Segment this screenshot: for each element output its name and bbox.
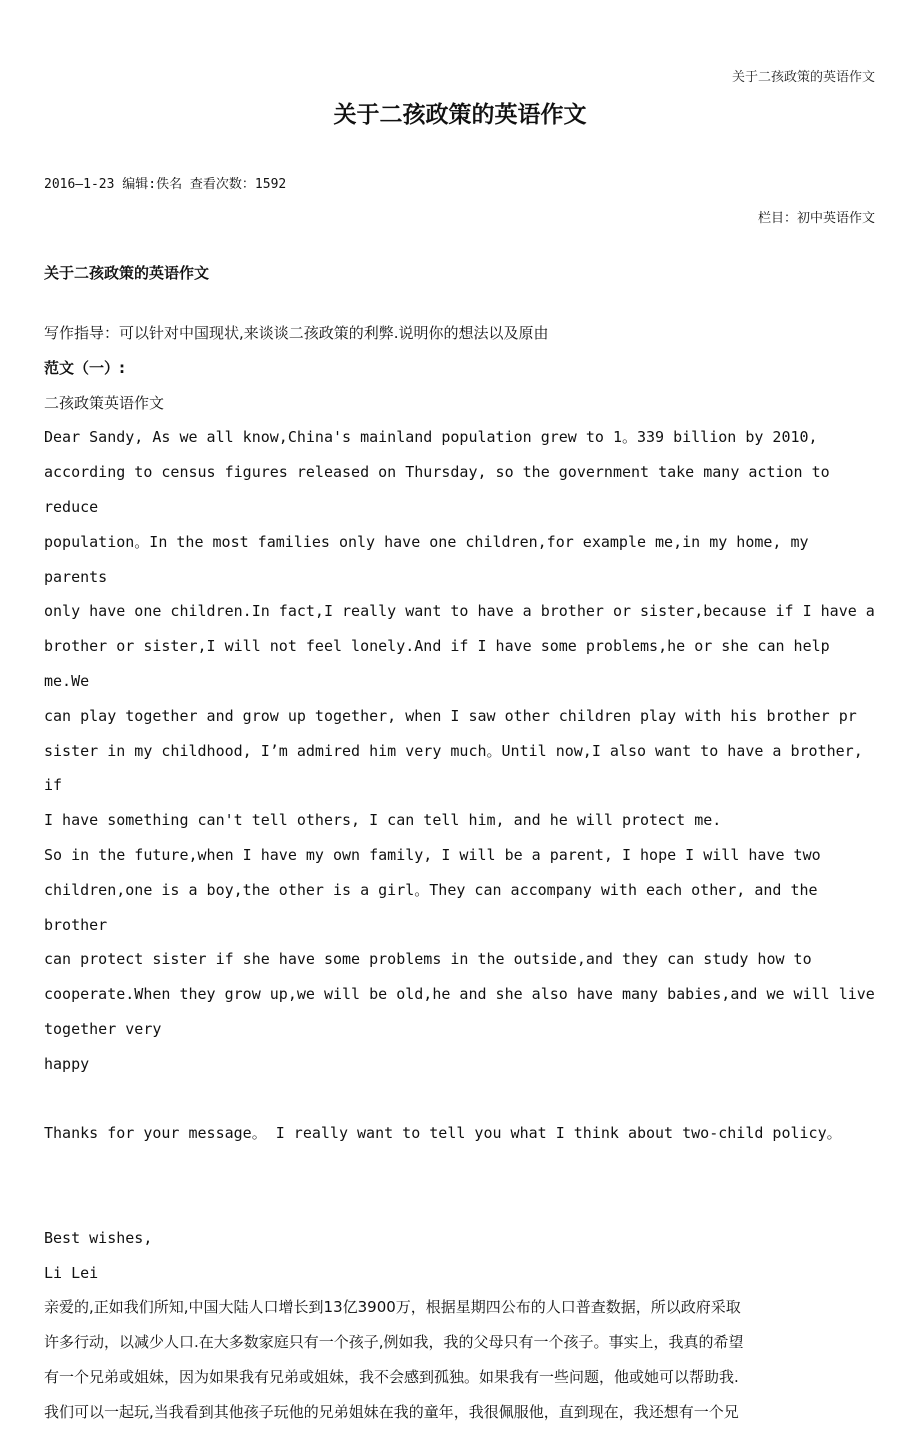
text-line: together very <box>44 1019 162 1038</box>
page-title: 关于二孩政策的英语作文 <box>333 102 587 128</box>
text-line: 亲爱的,正如我们所知,中国大陆人口增长到13亿3900万，根据星期四公布的人口普查数据，所以政府采取 <box>44 1298 741 1317</box>
article-body <box>44 316 880 1430</box>
text-line: children,one is a boy,the other is a girl。They can accompany with each other, and the brother <box>44 880 818 934</box>
paragraph-one <box>44 420 880 838</box>
running-header: 关于二孩政策的英语作文 <box>731 70 875 85</box>
text-line: sister in my childhood, I’m admired him very much。Until now,I also want to have a brother, if <box>44 741 863 795</box>
column-category: 栏目：初中英语作文 <box>757 211 875 226</box>
text-line: only have one children.In fact,I really want to have a brother or sister,because if I have a <box>44 602 875 621</box>
closing-line: Best wishes, <box>44 1228 153 1247</box>
blank-line <box>44 1186 880 1221</box>
text-line: can play together and grow up together, when I saw other children play with his brother pr <box>44 706 857 725</box>
text-line: according to census figures released on Thursday, so the government take many action to reduce <box>44 463 830 516</box>
article-subtitle: 关于二孩政策的英语作文 <box>44 264 210 282</box>
essay-title: 二孩政策英语作文 <box>44 393 165 412</box>
text-line: can protect sister if she have some problems in the outside,and they can study how to <box>44 950 812 969</box>
signature: Li Lei <box>44 1263 99 1282</box>
article-meta: 2016—1-23 编辑:佚名 查看次数：1592 <box>44 177 287 192</box>
text-line: population。In the most families only have one children,for example me,in my home, my parents <box>44 532 809 586</box>
text-line: 我们可以一起玩,当我看到其他孩子玩他的兄弟姐妹在我的童年，我很佩服他，直到现在，我还想有一个兄 <box>44 1402 739 1421</box>
blank-line <box>44 1151 880 1186</box>
text-line: brother or sister,I will not feel lonely.And if I have some problems,he or she can help me.We <box>44 637 830 690</box>
writing-guidance: 写作指导：可以针对中国现状,来谈谈二孩政策的利弊.说明你的想法以及原由 <box>44 324 549 342</box>
text-line: 许多行动，以减少人口.在大多数家庭只有一个孩子,例如我，我的父母只有一个孩子。事实上，我真的希望 <box>44 1333 744 1352</box>
chinese-translation <box>44 1290 880 1429</box>
text-line: Dear Sandy, As we all know,China's mainland population grew to 1。339 billion by 2010, <box>44 428 818 447</box>
blank-line <box>44 1082 880 1117</box>
text-line: I have something can't tell others, I can tell him, and he will protect me. <box>44 811 722 830</box>
text-line: happy <box>44 1054 90 1073</box>
thanks-line: Thanks for your message。 I really want to tell you what I think about two-child policy。 <box>44 1124 842 1143</box>
text-line: cooperate.When they grow up,we will be old,he and she also have many babies,and we will live <box>44 985 875 1004</box>
paragraph-two <box>44 838 880 1082</box>
text-line: So in the future,when I have my own family, I will be a parent, I hope I will have two <box>44 845 821 864</box>
sample-label: 范文（一）: <box>44 358 125 377</box>
text-line: 有一个兄弟或姐妹，因为如果我有兄弟或姐妹，我不会感到孤独。如果我有一些问题，他或她可以帮助我. <box>44 1367 739 1386</box>
